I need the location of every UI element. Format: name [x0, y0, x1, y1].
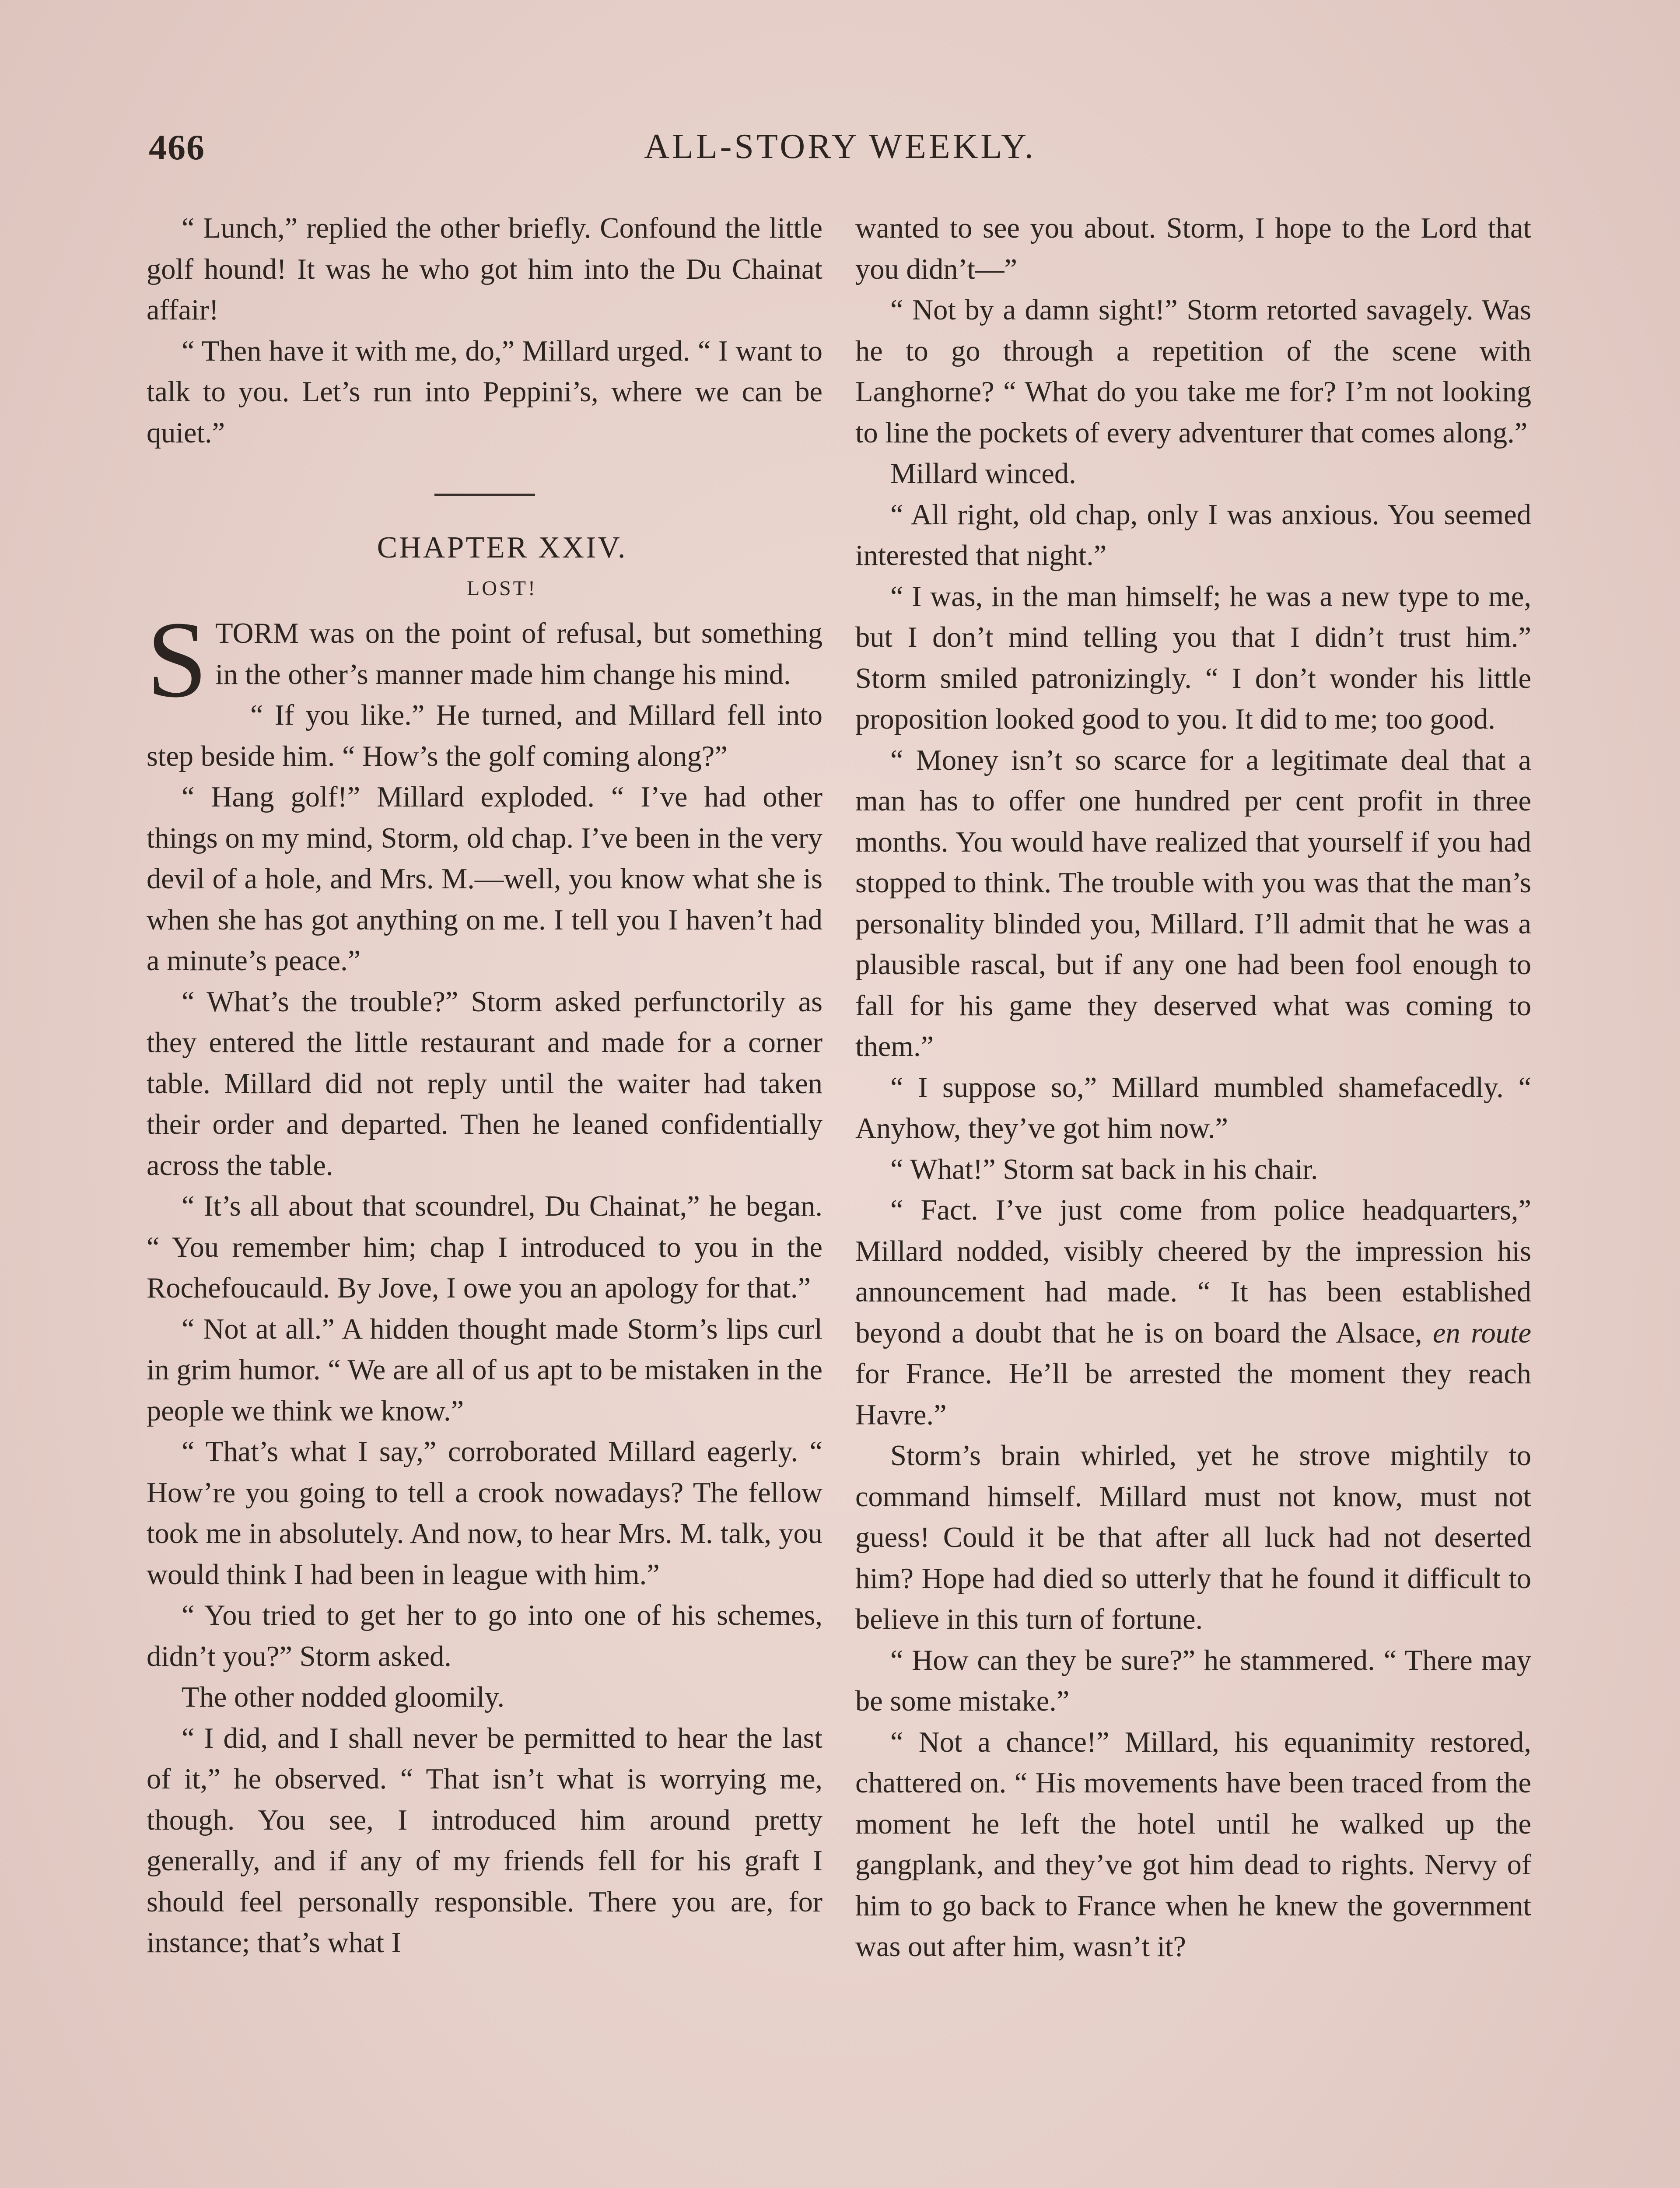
- page-number: 466: [149, 127, 205, 167]
- fact-text-start: “ Fact. I’ve just come from police headquarters,” Millard nodded, visibly cheered by the impression his announcement had made. “ It has been established beyond a doubt that he is on board the Alsace,: [855, 1194, 1531, 1349]
- paragraph: “ Hang golf!” Millard exploded. “ I’ve had other things on my mind, Storm, old chap. I’ve been in the very devil of a hole, and Mrs. M.—well, you know what she is when she has got anything on me. I tell you I haven’t had a minute’s peace.”: [147, 781, 822, 977]
- right-column: [855, 208, 1531, 1967]
- page-header: [149, 127, 1531, 179]
- paragraph: The other nodded gloomily.: [182, 1681, 505, 1713]
- paragraph: “ I was, in the man himself; he was a new type to me, but I don’t mind telling you that I didn’t trust him.” Storm smiled patronizingly. “ I don’t wonder his little proposition looked good to you. It did to me; too good.: [855, 580, 1531, 735]
- opening-paragraph: [147, 599, 822, 720]
- paragraph: “ I did, and I shall never be permitted to hear the last of it,” he observed. “ That isn’t what is worrying me, though. You see, I introduced him around pretty generally, and if any of my friends fell for his graft I should feel personally responsible. There you are, for instance; that’s what I: [147, 1722, 822, 1959]
- chapter-subtitle: LOST!: [467, 577, 537, 600]
- paragraph: “ What!” Storm sat back in his chair.: [890, 1153, 1318, 1185]
- paragraph: “ Not a chance!” Millard, his equanimity restored, chattered on. “ His movements have been traced from the moment he left the hotel until he walked up the gangplank, and they’ve got him dead to rights. Nervy of him to go back to France when he knew the government was out after him, wasn’t it?: [855, 1726, 1531, 1963]
- paragraph: “ I suppose so,” Millard mumbled shamefacedly. “ Anyhow, they’ve got him now.”: [855, 1071, 1531, 1144]
- opening-paragraph-text: TORM was on the point of refusal, but something in the other’s manner made him change his mind.: [215, 617, 822, 691]
- paragraph: “ You tried to get her to go into one of his schemes, didn’t you?” Storm asked.: [147, 1599, 822, 1673]
- paragraph: [855, 1190, 1531, 1435]
- paragraph: “ Not by a damn sight!” Storm retorted savagely. Was he to go through a repetition of the scene with Langhorne? “ What do you take me for? I’m not looking to line the pockets of every adventurer that comes along.”: [855, 294, 1531, 449]
- paragraph: Storm’s brain whirled, yet he strove mightily to command himself. Millard must not know, must not guess! Could it be that after all luck had not deserted him? Hope had died so utterly that he found it difficult to believe in this turn of fortune.: [855, 1440, 1531, 1635]
- paragraph: “ If you like.” He turned, and Millard fell into step beside him. “ How’s the golf coming along?”: [147, 699, 822, 772]
- paragraph: “ It’s all about that scoundrel, Du Chainat,” he began. “ You remember him; chap I introduced to you in the Rochefoucauld. By Jove, I owe you an apology for that.”: [147, 1190, 822, 1304]
- paragraph: “ How can they be sure?” he stammered. “ There may be some mistake.”: [855, 1644, 1531, 1717]
- paragraph: “ That’s what I say,” corroborated Millard eagerly. “ How’re you going to tell a crook nowadays? The fellow took me in absolutely. And now, to hear Mrs. M. talk, you would think I had been in league with him.”: [147, 1436, 822, 1591]
- paragraph: “ Money isn’t so scarce for a legitimate deal that a man has to offer one hundred per cent profit in three months. You would have realized that yourself if you had stopped to think. The trouble with you was that the man’s personality blinded you, Millard. I’ll admit that he was a plausible rascal, but if any one had been fool enough to fall for his game they deserved what was coming to them.”: [855, 744, 1531, 1062]
- paragraph: “ Lunch,” replied the other briefly. Confound the little golf hound! It was he who got him into the Du Chainat affair!: [147, 212, 822, 326]
- left-column: [147, 208, 822, 1964]
- drop-cap: S: [147, 599, 208, 720]
- paragraph: “ What’s the trouble?” Storm asked perfunctorily as they entered the little restaurant and made for a corner table. Millard did not reply until the waiter had taken their order and departed. Then he leaned confidentially across the table.: [147, 985, 822, 1182]
- paragraph: Millard winced.: [890, 458, 1076, 490]
- paragraph: “ All right, old chap, only I was anxious. You seemed interested that night.”: [855, 498, 1531, 572]
- section-divider: [434, 494, 535, 496]
- chapter-heading: CHAPTER XXIV.: [377, 531, 627, 565]
- fact-text-end: for France. He’ll be arrested the moment they reach Havre.”: [855, 1358, 1531, 1431]
- italic-phrase: en route: [1433, 1317, 1532, 1349]
- paragraph: “ Then have it with me, do,” Millard urged. “ I want to talk to you. Let’s run into Peppini’s, where we can be quiet.”: [147, 335, 822, 449]
- running-title: ALL-STORY WEEKLY.: [644, 127, 1036, 166]
- continued-paragraph: wanted to see you about. Storm, I hope to the Lord that you didn’t—”: [855, 212, 1531, 285]
- paragraph: “ Not at all.” A hidden thought made Storm’s lips curl in grim humor. “ We are all of us apt to be mistaken in the people we think we know.”: [147, 1313, 822, 1427]
